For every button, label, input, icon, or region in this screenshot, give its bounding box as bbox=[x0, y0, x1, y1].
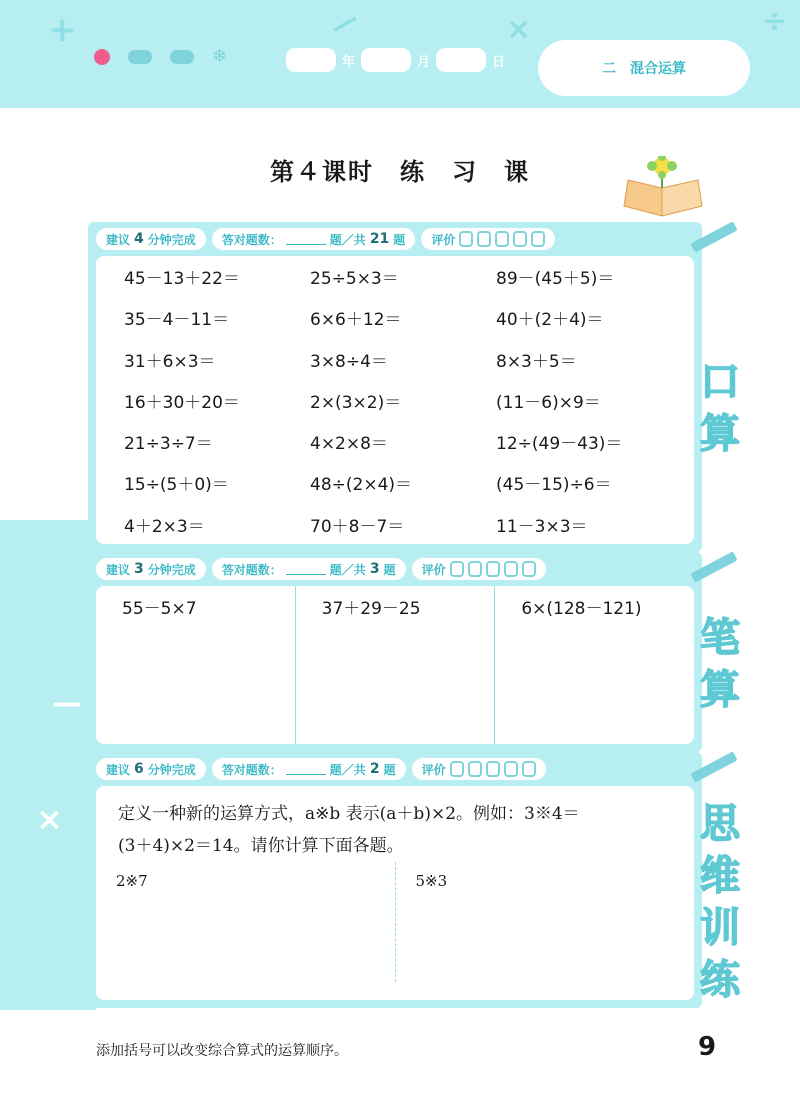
oral-problem: 3×8÷4＝ bbox=[310, 351, 388, 372]
suggest-time-chip: 建议 4 分钟完成 bbox=[96, 228, 206, 250]
score-chip: 答对题数： 题／共 3 题 bbox=[212, 558, 406, 580]
score-blank[interactable] bbox=[286, 763, 326, 775]
thumb-icon[interactable] bbox=[468, 761, 482, 777]
thumb-icon[interactable] bbox=[504, 761, 518, 777]
oral-problem: 31＋6×3＝ bbox=[124, 351, 216, 372]
written-section bbox=[88, 552, 702, 752]
written-side-label: 笔 算 bbox=[700, 615, 740, 713]
subquestion: 5※3 bbox=[395, 862, 695, 982]
date-fields bbox=[286, 48, 505, 72]
written-problem: 37＋29－25 bbox=[295, 586, 495, 744]
day-field[interactable] bbox=[436, 48, 486, 72]
snow-icon: ❄ bbox=[212, 46, 228, 67]
written-panel bbox=[96, 586, 694, 744]
oral-problem: 40＋(2＋4)＝ bbox=[496, 310, 604, 331]
oral-problem: 8×3＋5＝ bbox=[496, 351, 577, 372]
evaluation-chip: 评价 bbox=[421, 228, 555, 250]
month-field[interactable] bbox=[361, 48, 411, 72]
suggest-time-chip: 建议 3 分钟完成 bbox=[96, 558, 206, 580]
score-blank[interactable] bbox=[286, 563, 326, 575]
thumb-icon[interactable] bbox=[522, 761, 536, 777]
suggest-time-chip: 建议 6 分钟完成 bbox=[96, 758, 206, 780]
score-chip: 答对题数： 题／共 21 题 bbox=[212, 228, 416, 250]
oral-problem: 11－3×3＝ bbox=[496, 516, 588, 537]
divide-decoration-icon: ÷ bbox=[762, 4, 788, 39]
thumb-icon[interactable] bbox=[531, 231, 545, 247]
chapter-title: 混合运算 bbox=[630, 61, 686, 77]
score-blank[interactable] bbox=[286, 233, 326, 245]
day-label: 日 bbox=[492, 54, 506, 70]
oral-problem: 6×6＋12＝ bbox=[310, 310, 402, 331]
month-label: 月 bbox=[417, 54, 431, 70]
oral-problem: 21÷3÷7＝ bbox=[124, 434, 213, 455]
evaluation-chip: 评价 bbox=[412, 558, 546, 580]
thinking-question bbox=[96, 786, 694, 862]
lesson-title: 第４课时 练 习 课 bbox=[270, 158, 530, 186]
oral-problem: 12÷(49－43)＝ bbox=[496, 434, 623, 455]
thumb-icon[interactable] bbox=[486, 561, 500, 577]
oral-problem: 70＋8－7＝ bbox=[310, 516, 405, 537]
times-decoration-icon: × bbox=[36, 800, 63, 838]
sun-icon bbox=[94, 49, 110, 65]
year-label: 年 bbox=[342, 54, 356, 70]
book-flower-icon bbox=[622, 156, 704, 224]
oral-problem: 4＋2×3＝ bbox=[124, 516, 205, 537]
times-decoration-icon: × bbox=[506, 12, 532, 47]
oral-problem: 16＋30＋20＝ bbox=[124, 392, 240, 413]
written-info-bar bbox=[96, 558, 694, 586]
thumb-icon[interactable] bbox=[504, 561, 518, 577]
oral-problem: 15÷(5＋0)＝ bbox=[124, 475, 229, 496]
oral-problem: 35－4－11＝ bbox=[124, 310, 230, 331]
thinking-side-label: 思 维 训 练 bbox=[700, 801, 740, 1003]
oral-problems bbox=[96, 256, 694, 553]
oral-problem: 25÷5×3＝ bbox=[310, 269, 399, 289]
thumb-icon[interactable] bbox=[477, 231, 491, 247]
oral-problem: (45－15)÷6＝ bbox=[496, 475, 612, 496]
thumb-icon[interactable] bbox=[459, 231, 473, 247]
oral-info-bar bbox=[96, 228, 694, 256]
thinking-section bbox=[88, 752, 702, 1008]
minus-decoration-icon: — bbox=[52, 686, 82, 721]
oral-problem: 45－13＋22＝ bbox=[124, 269, 240, 289]
cloudy-icon bbox=[128, 50, 152, 64]
oral-problem: (11－6)×9＝ bbox=[496, 392, 601, 413]
chapter-number: 二 bbox=[602, 61, 616, 77]
oral-problem: 89－(45＋5)＝ bbox=[496, 269, 615, 289]
thumb-icon[interactable] bbox=[450, 561, 464, 577]
oral-problem: 2×(3×2)＝ bbox=[310, 392, 402, 413]
question-line: (3＋4)×2＝14。请你计算下面各题。 bbox=[118, 836, 404, 856]
thumb-icon[interactable] bbox=[468, 561, 482, 577]
chapter-badge bbox=[538, 40, 750, 96]
oral-problem: 48÷(2×4)＝ bbox=[310, 475, 413, 496]
oral-side-label: 口 算 bbox=[700, 359, 740, 457]
weather-icons bbox=[94, 46, 227, 67]
oral-panel bbox=[96, 256, 694, 544]
thumb-icon[interactable] bbox=[495, 231, 509, 247]
thumb-icon[interactable] bbox=[450, 761, 464, 777]
thinking-subquestions bbox=[96, 862, 694, 982]
rain-icon bbox=[170, 50, 194, 64]
page-number: 9 bbox=[698, 1032, 717, 1062]
thumb-icon[interactable] bbox=[486, 761, 500, 777]
oral-problem: 4×2×8＝ bbox=[310, 434, 388, 455]
thinking-panel bbox=[96, 786, 694, 1000]
score-chip: 答对题数： 题／共 2 题 bbox=[212, 758, 406, 780]
thinking-info-bar bbox=[96, 758, 694, 786]
year-field[interactable] bbox=[286, 48, 336, 72]
plus-decoration-icon: + bbox=[48, 10, 77, 50]
written-problem: 55－5×7 bbox=[122, 599, 197, 619]
left-decoration-strip bbox=[0, 520, 96, 1010]
footer-note: 添加括号可以改变综合算式的运算顺序。 bbox=[96, 1043, 348, 1059]
thumb-icon[interactable] bbox=[522, 561, 536, 577]
subquestion: 2※7 bbox=[116, 872, 148, 890]
minus-decoration-icon: — bbox=[323, 1, 365, 44]
oral-section bbox=[88, 222, 702, 552]
evaluation-chip: 评价 bbox=[412, 758, 546, 780]
question-line: 定义一种新的运算方式，a※b 表示(a＋b)×2。例如：3※4＝ bbox=[118, 804, 580, 824]
thumb-icon[interactable] bbox=[513, 231, 527, 247]
written-problem: 6×(128－121) bbox=[494, 586, 694, 744]
